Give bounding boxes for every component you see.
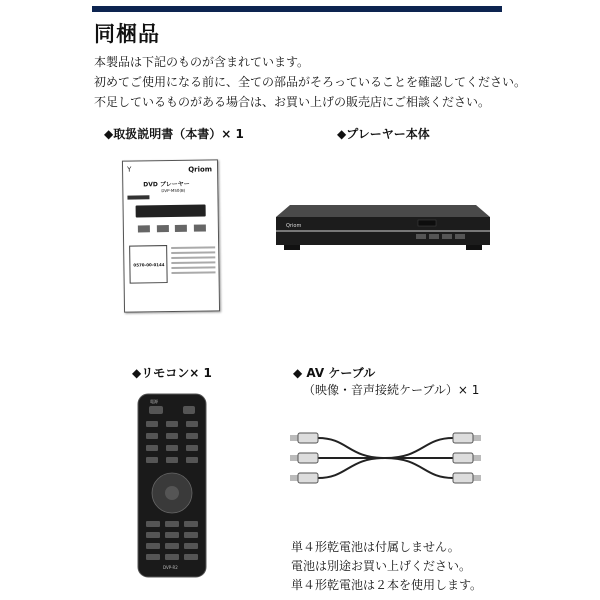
intro-line-1: 本製品は下記のものが含まれています。: [94, 55, 310, 69]
remote-power-label: 電源: [150, 399, 158, 404]
page-title: 同梱品: [94, 22, 160, 46]
cable-sublabel: （映像・音声接続ケーブル）× 1: [303, 383, 480, 397]
av-cable-image: [288, 428, 483, 488]
cable-label: ◆ AV ケーブル: [293, 366, 376, 380]
manual-model: DVP-M50(B): [161, 187, 186, 194]
battery-note-line-1: 単４形乾電池は付属しません。: [291, 540, 460, 554]
manual-player-photo: [136, 205, 206, 218]
player-brand: Qriom: [286, 223, 302, 229]
dvd-player-image: [276, 205, 490, 250]
intro-line-3: 不足しているものがある場合は、お買い上げの販売店にご相談ください。: [94, 95, 491, 109]
manual-image: [122, 159, 220, 312]
player-label: ◆プレーヤー本体: [337, 127, 430, 141]
manual-strip: [127, 195, 149, 199]
remote-label: ◆リモコン× 1: [132, 366, 212, 380]
manual-title: DVD プレーヤー: [143, 180, 190, 189]
battery-note-line-2: 電池は別途お買い上げください。: [291, 559, 472, 573]
manual-contact-box: [129, 245, 168, 284]
manual-label: ◆取扱説明書（本書）× 1: [104, 127, 244, 141]
intro-line-2: 初めてご使用になる前に、全ての部品がそろっていることを確認してください。: [94, 75, 527, 89]
battery-note-line-3: 単４形乾電池は２本を使用します。: [291, 578, 483, 592]
battery-note: [291, 538, 482, 595]
remote-control-image: [137, 393, 207, 578]
remote-model: DVP-R2: [163, 565, 178, 570]
manual-format-logos: [138, 225, 206, 234]
intro-text: [94, 52, 526, 112]
manual-text-lines: [171, 246, 215, 277]
yamazen-logo-icon: Y: [127, 165, 132, 174]
manual-phone: 0570-00-0144: [133, 262, 165, 268]
manual-brand: Qriom: [188, 165, 213, 174]
header-bar: [92, 6, 502, 12]
